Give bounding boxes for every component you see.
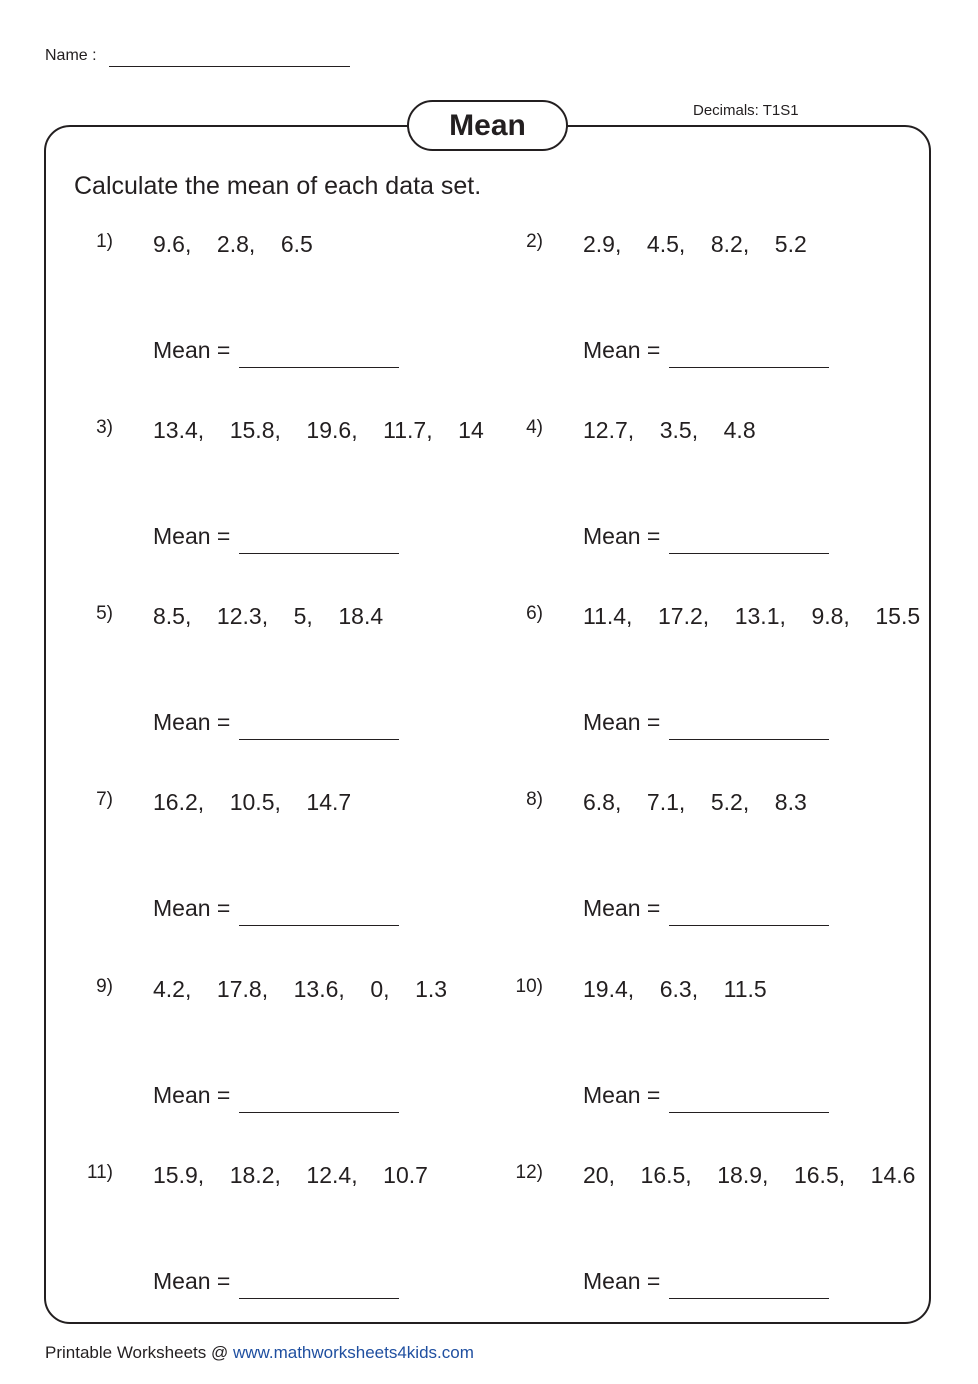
problem-number: 7) [96,789,113,810]
data-set: 9.6, 2.8, 6.5 [153,231,313,257]
level-label: Decimals: T1S1 [693,102,799,119]
data-set: 6.8, 7.1, 5.2, 8.3 [583,789,807,815]
problem-number: 6) [526,603,543,624]
footer-link[interactable]: www.mathworksheets4kids.com [232,1343,474,1362]
answer-line[interactable] [239,925,399,926]
problem-number: 11) [86,1162,113,1183]
answer-label: Mean = [153,709,231,735]
problem-3 [45,417,484,603]
answer-line[interactable] [239,1112,399,1113]
problem-number: 4) [526,417,543,438]
problem-4 [475,417,905,603]
data-set: 13.4, 15.8, 19.6, 11.7, 14 [153,417,484,443]
answer-label: Mean = [583,895,661,921]
problem-number: 8) [526,789,543,810]
answer-label: Mean = [583,709,661,735]
problem-5 [45,603,475,789]
answer-line[interactable] [669,367,829,368]
problem-number: 5) [96,603,113,624]
answer-label: Mean = [583,337,661,363]
data-set: 4.2, 17.8, 13.6, 0, 1.3 [153,976,448,1002]
data-set: 20, 16.5, 18.9, 16.5, 14.6 [583,1162,916,1188]
answer-label: Mean = [153,895,231,921]
answer-line[interactable] [239,1298,399,1299]
answer-label: Mean = [583,1082,661,1108]
data-set: 12.7, 3.5, 4.8 [583,417,756,443]
problem-number: 2) [526,231,543,252]
problem-11 [45,1162,475,1348]
problem-number: 12) [515,1162,543,1183]
answer-line[interactable] [669,739,829,740]
data-set: 16.2, 10.5, 14.7 [153,789,352,815]
problem-1 [45,231,475,417]
problem-number: 3) [96,417,113,438]
data-set: 19.4, 6.3, 11.5 [583,976,767,1002]
answer-label: Mean = [153,1082,231,1108]
answer-label: Mean = [583,523,661,549]
worksheet-title: Mean [407,100,568,151]
data-set: 2.9, 4.5, 8.2, 5.2 [583,231,807,257]
problem-10 [475,976,905,1162]
data-set: 15.9, 18.2, 12.4, 10.7 [153,1162,428,1188]
problem-number: 10) [515,976,543,997]
footer-text: Printable Worksheets @ [45,1343,233,1362]
answer-line[interactable] [669,1112,829,1113]
name-field-line[interactable] [109,66,350,67]
problem-number: 1) [96,231,113,252]
answer-line[interactable] [669,553,829,554]
data-set: 8.5, 12.3, 5, 18.4 [153,603,384,629]
problem-9 [45,976,475,1162]
answer-label: Mean = [153,337,231,363]
answer-label: Mean = [583,1268,661,1294]
answer-line[interactable] [669,925,829,926]
answer-line[interactable] [239,553,399,554]
problem-2 [475,231,905,417]
problem-12 [475,1162,916,1348]
footer [45,1343,474,1363]
name-label: Name : [45,47,97,64]
answer-label: Mean = [153,1268,231,1294]
answer-line[interactable] [239,739,399,740]
answer-line[interactable] [669,1298,829,1299]
problem-6 [475,603,921,789]
data-set: 11.4, 17.2, 13.1, 9.8, 15.5 [583,603,921,629]
instructions: Calculate the mean of each data set. [74,172,482,200]
answer-label: Mean = [153,523,231,549]
problem-8 [475,789,905,975]
problem-7 [45,789,475,975]
answer-line[interactable] [239,367,399,368]
problem-number: 9) [96,976,113,997]
